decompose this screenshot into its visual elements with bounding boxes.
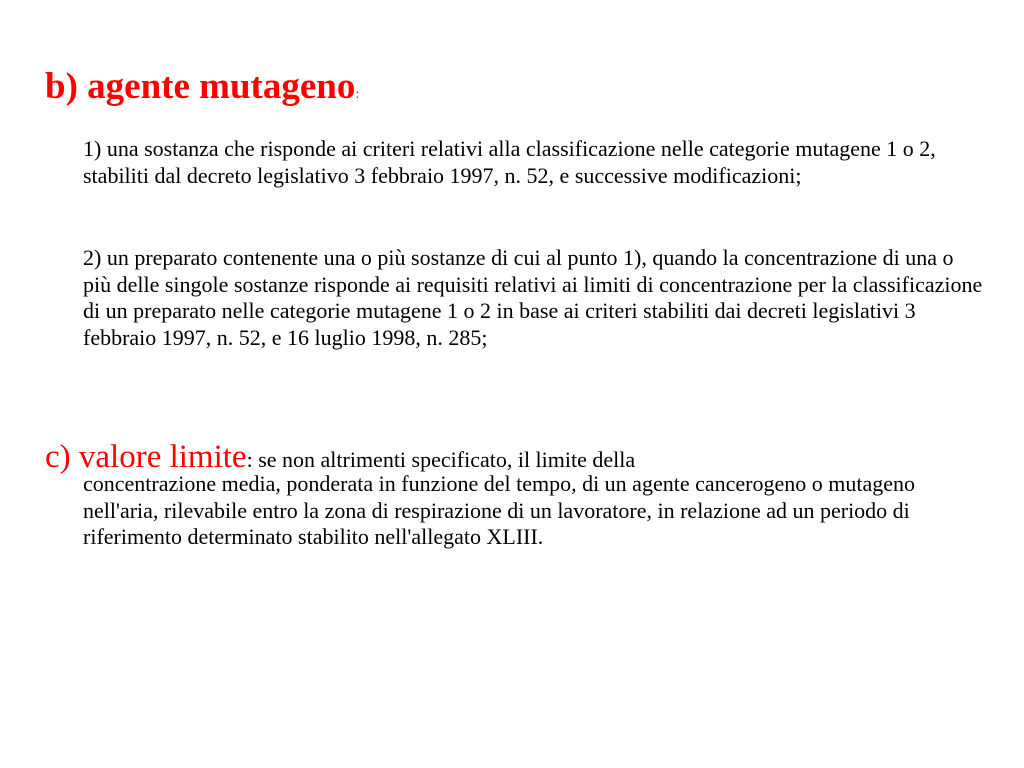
section-c — [45, 440, 980, 551]
section-b-term: b) agente mutageno — [45, 66, 356, 107]
section-c-definition-start: : se non altrimenti specificato, il limite della — [246, 447, 636, 472]
section-b-item-1: 1) una sostanza che risponde ai criteri relativi alla classificazione nelle categorie mutagene 1 o 2, stabiliti dal decreto legislativo 3 febbraio 1997, n. 52, e successive modificazioni; — [83, 136, 936, 188]
section-c-term: c) valore limite — [45, 439, 247, 475]
section-b-colon: : — [355, 87, 360, 102]
section-c-definition-rest: concentrazione media, ponderata in funzione del tempo, di un agente cancerogeno o mutageno nell'aria, rilevabile entro la zona di respirazione di un lavoratore, in relazione ad un periodo di riferimento determinato stabilito nell'allegato XLIII. — [83, 471, 915, 549]
section-b-item-2: 2) un preparato contenente una o più sostanze di cui al punto 1), quando la concentrazione di una o più delle singole sostanze risponde ai requisiti relativi ai limiti di concentrazione per la classificazione di un preparato nelle categorie mutagene 1 o 2 in base ai criteri stabiliti dai decreti legislativi 3 febbraio 1997, n. 52, e 16 luglio 1998, n. 285; — [83, 245, 983, 350]
section-b-heading — [45, 62, 359, 120]
